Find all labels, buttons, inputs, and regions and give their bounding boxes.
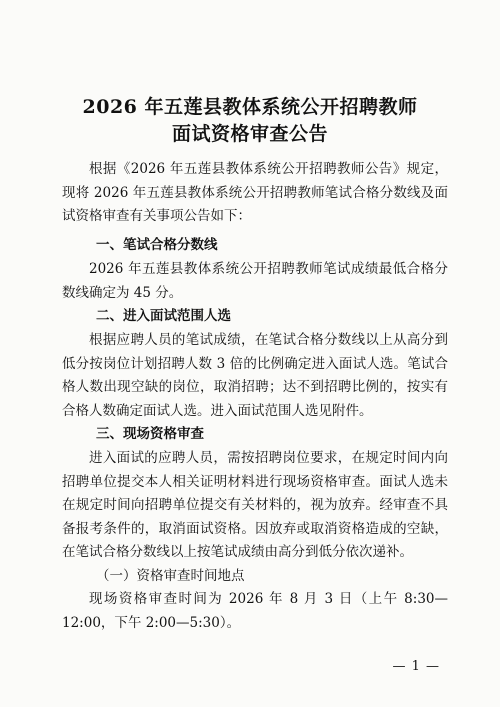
section-3-body: 进入面试的应聘人员，需按招聘岗位要求，在规定时间内向招聘单位提交本人相关证明材料进行现场资格审查。面试人选未在规定时间向招聘单位提交有关材料的，视为放弃。经审查不具备报考条件的，取消面试资格。因放弃或取消资格造成的空缺，在笔试合格分数线以上按笔试成绩由高分到低分依次递补。 [62, 450, 448, 561]
section-1-heading: 一、笔试合格分数线 [96, 237, 218, 253]
intro-paragraph: 根据《2026 年五莲县教体系统公开招聘教师公告》规定，现将 2026 年五莲县教体系统公开招聘教师笔试合格分数线及面试资格审查有关事项公告如下： [62, 161, 448, 225]
page-number: — 1 — [392, 659, 440, 674]
section-2-body: 根据应聘人员的笔试成绩，在笔试合格分数线以上从高分到低分按岗位计划招聘人数 3 倍的比例确定进入面试人选。笔试合格人数出现空缺的岗位，取消招聘；达不到招聘比例的，按实有合格人数确定面试人选。进入面试范围人选见附件。 [62, 332, 448, 419]
section-2-heading: 二、进入面试范围人选 [96, 308, 231, 324]
subsection-heading: （一）资格审查时间地点 [96, 568, 245, 584]
document-title-line1: 2026 年五莲县教体系统公开招聘教师 [82, 96, 418, 118]
subsection-body: 现场资格审查时间为 2026 年 8 月 3 日（上午 8:30—12:00，下午 2:00—5:30）。 [62, 591, 448, 631]
section-3-heading: 三、现场资格审查 [96, 426, 204, 442]
section-1-body: 2026 年五莲县教体系统公开招聘教师笔试成绩最低合格分数线确定为 45 分。 [62, 261, 448, 301]
document-title-line2: 面试资格审查公告 [171, 123, 328, 145]
